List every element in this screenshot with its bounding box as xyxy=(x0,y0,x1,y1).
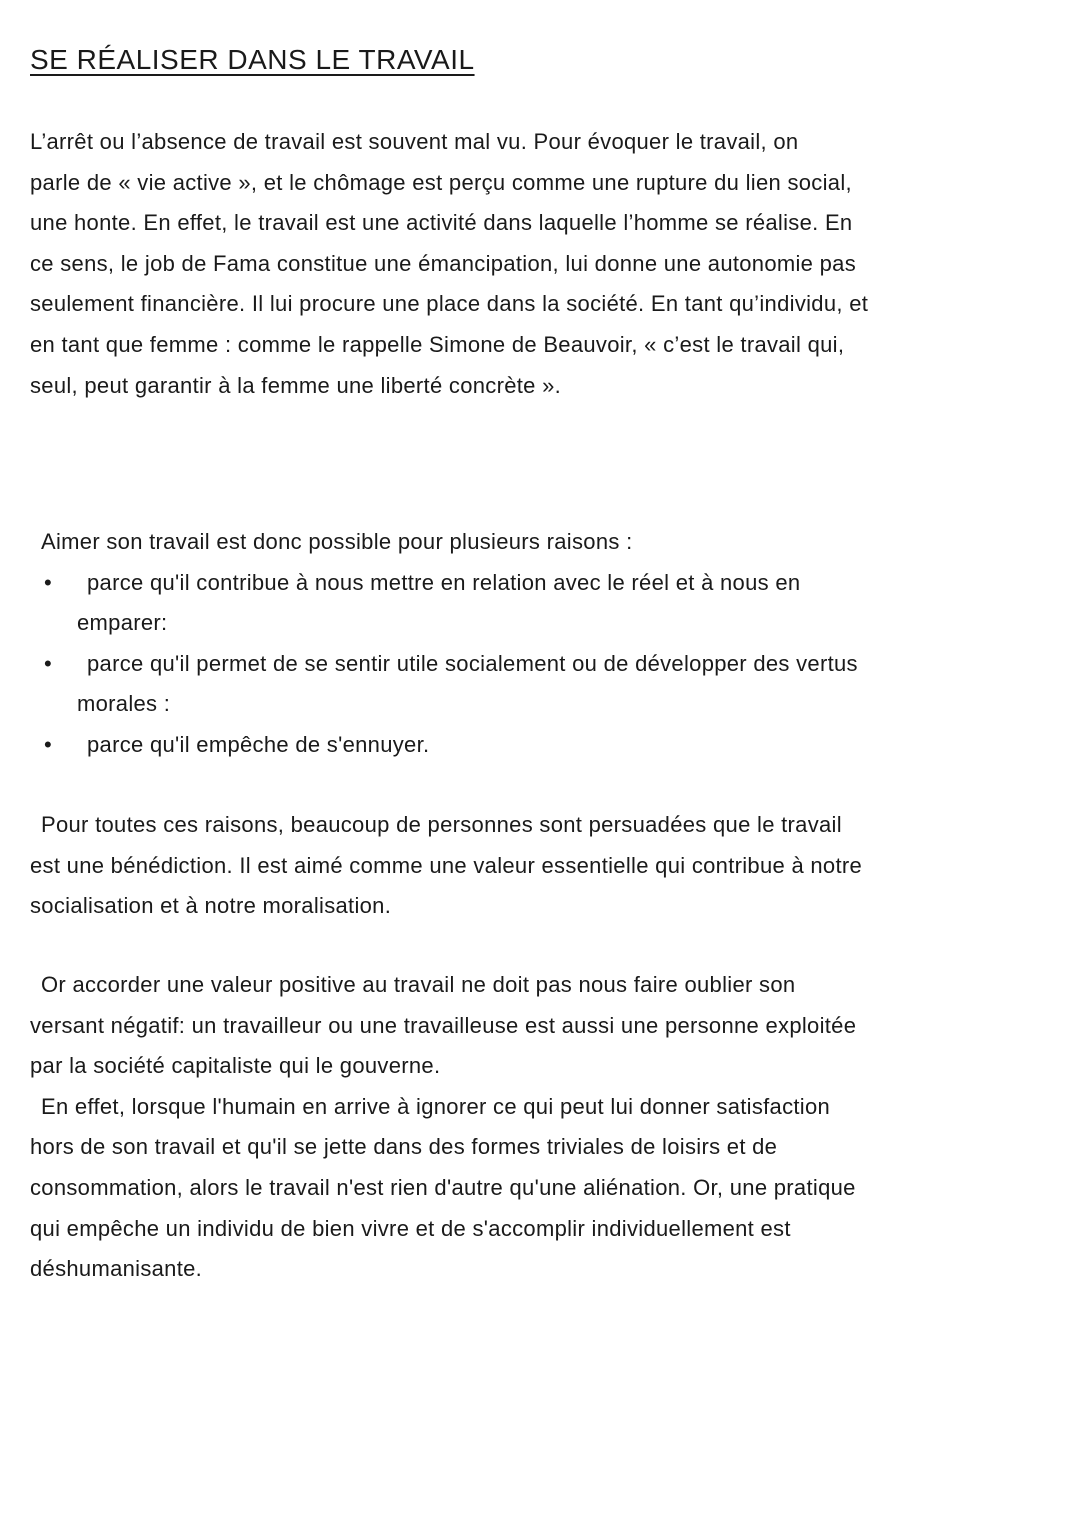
text-line: en tant que femme : comme le rappelle Simone de Beauvoir, « c’est le travail qui, xyxy=(30,331,845,357)
reasons-list xyxy=(30,522,858,766)
paragraph-alienation xyxy=(30,965,856,1290)
text-line: consommation, alors le travail n'est rien d'autre qu'une aliénation. Or, une pratique xyxy=(30,1174,856,1200)
text-line: hors de son travail et qu'il se jette dans des formes triviales de loisirs et de xyxy=(30,1134,778,1160)
text-line: parle de « vie active », et le chômage est perçu comme une rupture du lien social, xyxy=(30,169,852,195)
text-line: parce qu'il empêche de s'ennuyer. xyxy=(87,731,430,757)
text-line: En effet, lorsque l'humain en arrive à ignorer ce qui peut lui donner satisfaction xyxy=(41,1093,831,1119)
bullet-icon: • xyxy=(44,731,53,757)
text-line: Pour toutes ces raisons, beaucoup de personnes sont persuadées que le travail xyxy=(41,812,842,837)
list-item xyxy=(30,725,858,766)
text-line: une honte. En effet, le travail est une activité dans laquelle l’homme se réalise. En xyxy=(30,210,853,236)
paragraph-benediction xyxy=(30,805,862,927)
text-line: L’arrêt ou l’absence de travail est souvent mal vu. Pour évoquer le travail, on xyxy=(30,129,799,154)
text-line: seul, peut garantir à la femme une liberté concrète ». xyxy=(30,372,562,398)
list-item xyxy=(30,644,858,685)
bullet-icon: • xyxy=(44,569,53,595)
text-line: est une bénédiction. Il est aimé comme une valeur essentielle qui contribue à notre xyxy=(30,852,863,878)
text-line: par la société capitaliste qui le gouverne. xyxy=(30,1053,441,1079)
text-line: déshumanisante. xyxy=(30,1256,203,1282)
text-line: parce qu'il permet de se sentir utile socialement ou de développer des vertus xyxy=(87,650,858,676)
list-intro: Aimer son travail est donc possible pour plusieurs raisons : xyxy=(41,529,633,554)
text-line: ce sens, le job de Fama constitue une émancipation, lui donne une autonomie pas xyxy=(30,250,857,276)
text-line: parce qu'il contribue à nous mettre en relation avec le réel et à nous en xyxy=(87,569,801,595)
text-line: seulement financière. Il lui procure une place dans la société. En tant qu’individu, et xyxy=(30,291,869,317)
text-line: morales : xyxy=(77,691,171,717)
text-line: Or accorder une valeur positive au travail ne doit pas nous faire oublier son xyxy=(41,972,796,997)
text-line: qui empêche un individu de bien vivre et de s'accomplir individuellement est xyxy=(30,1215,791,1241)
text-line: socialisation et à notre moralisation. xyxy=(30,893,392,919)
text-line: versant négatif: un travailleur ou une travailleuse est aussi une personne exploitée xyxy=(30,1012,857,1038)
paragraph-intro xyxy=(30,122,868,406)
page-title: SE RÉALISER DANS LE TRAVAIL xyxy=(30,44,475,75)
list-item xyxy=(30,563,858,604)
bullet-icon: • xyxy=(44,650,53,676)
text-line: emparer: xyxy=(77,610,168,636)
